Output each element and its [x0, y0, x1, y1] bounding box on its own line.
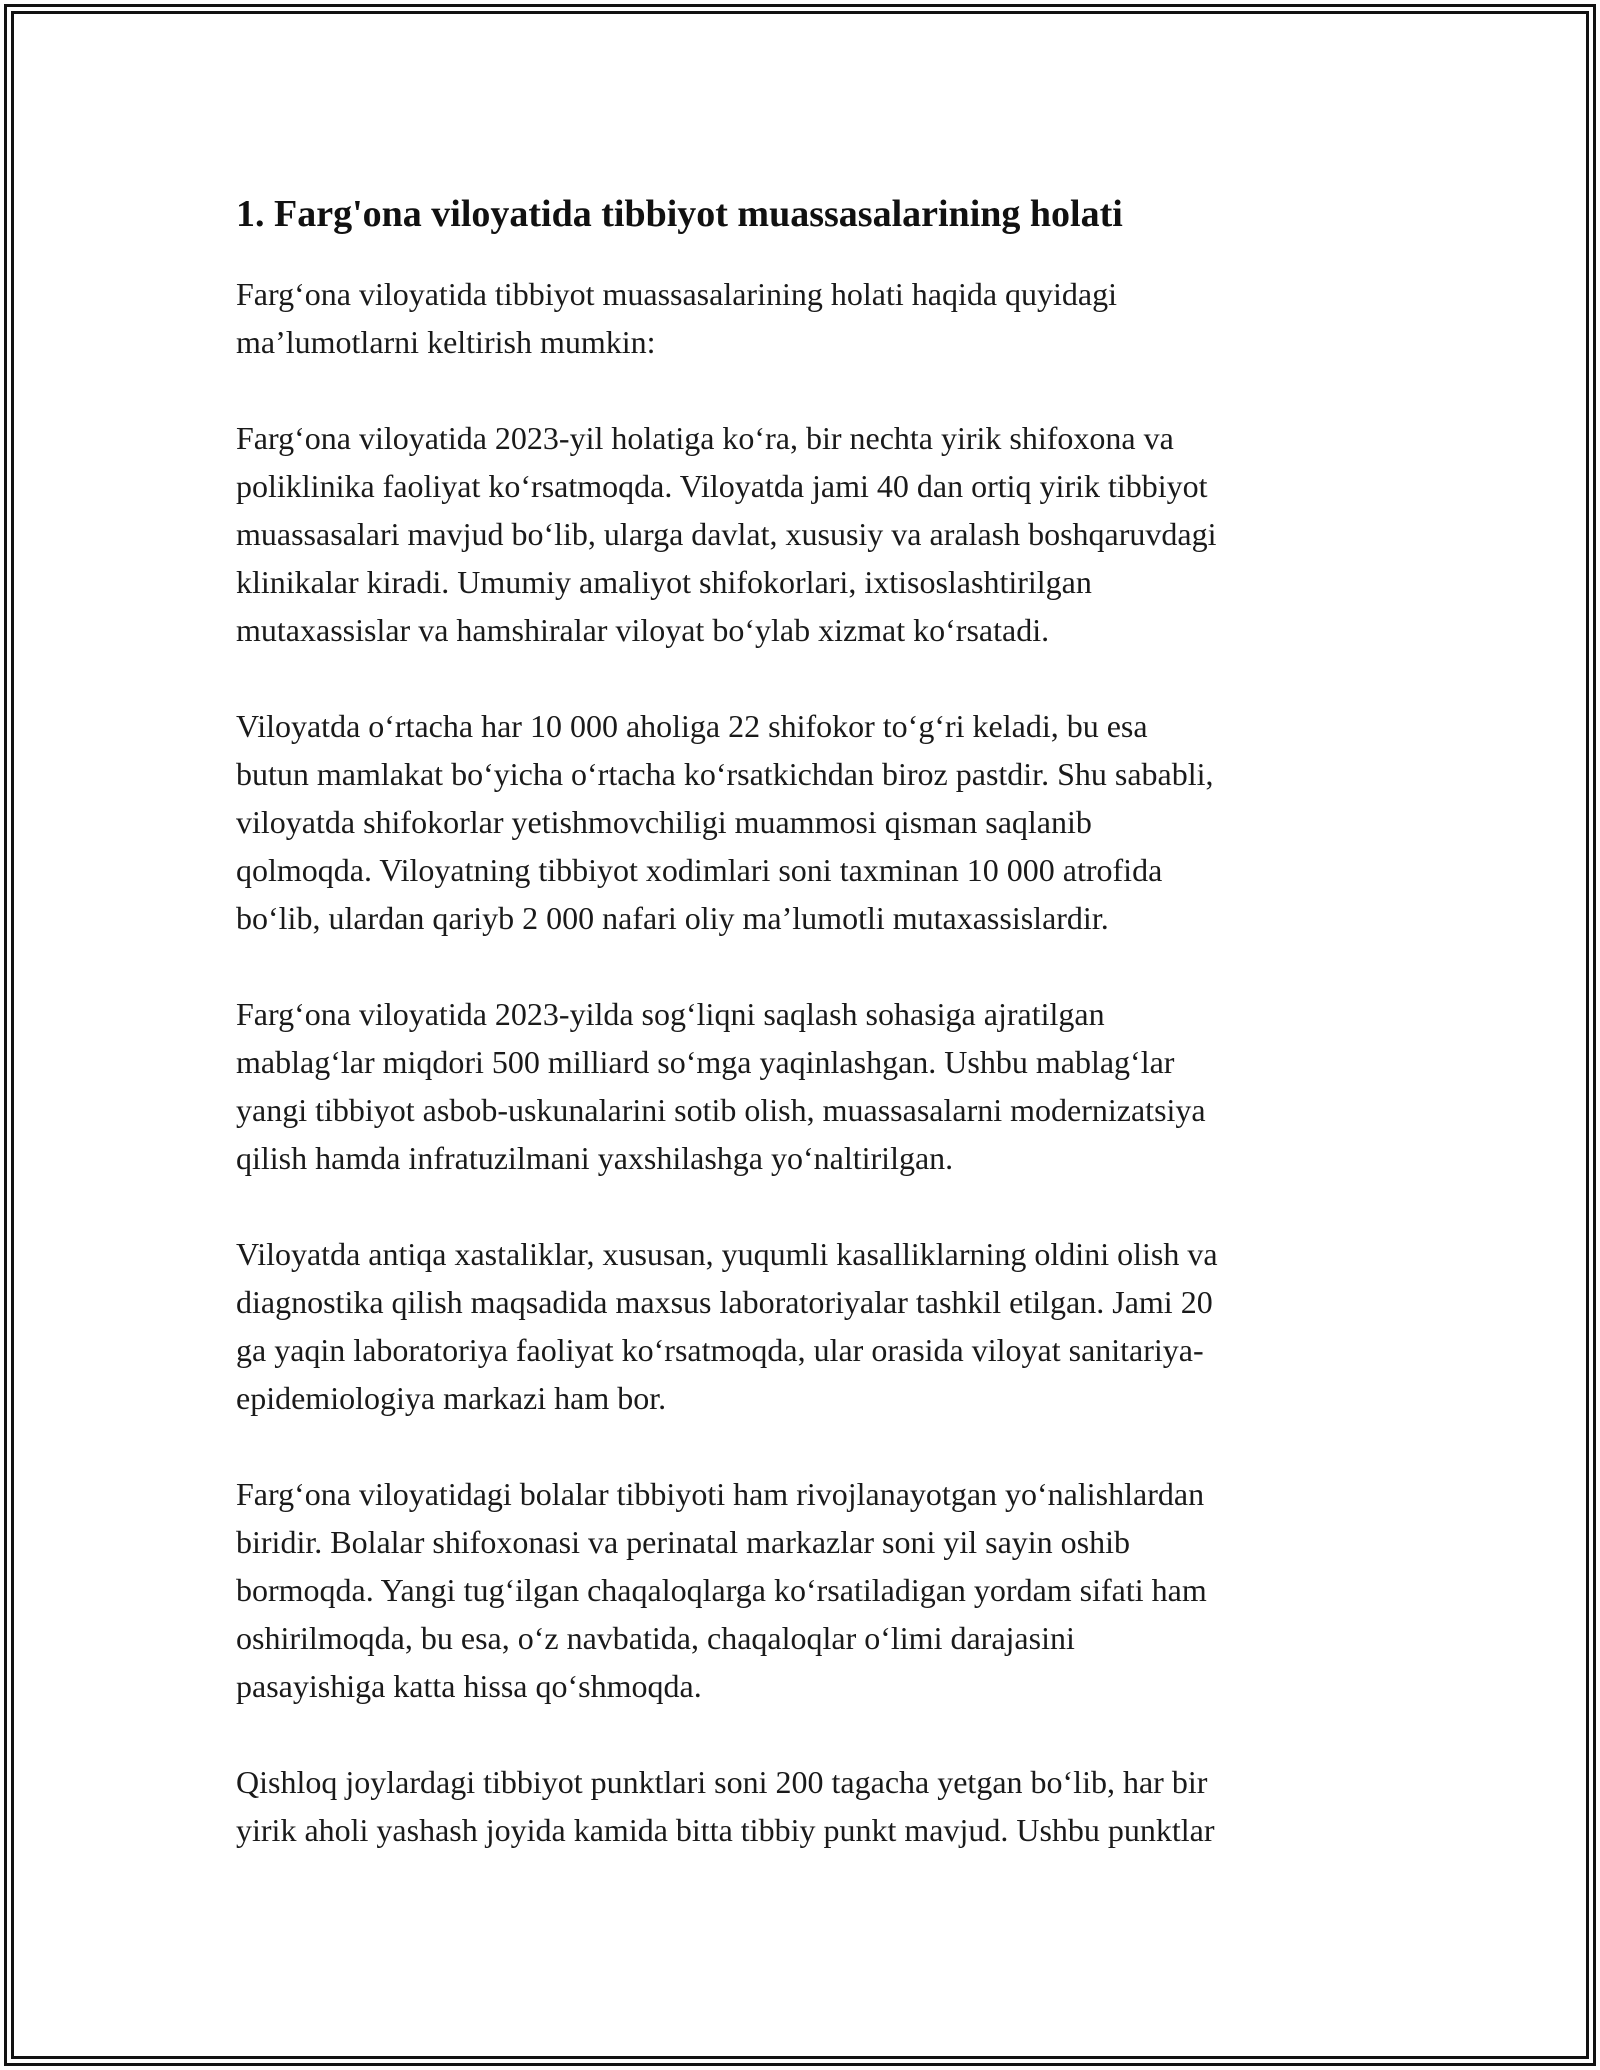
- paragraph-line: bo‘lib, ulardan qariyb 2 000 nafari oliy ma’lumotli mutaxassislardir.: [236, 900, 1109, 936]
- paragraph-laboratories: [236, 1230, 1386, 1422]
- paragraph-line: poliklinika faoliyat ko‘rsatmoqda. Viloyatda jami 40 dan ortiq yirik tibbiyot: [236, 468, 1208, 504]
- paragraph-rural-points: [236, 1758, 1386, 1854]
- paragraph-line: qilish hamda infratuzilmani yaxshilashga yo‘naltirilgan.: [236, 1140, 954, 1176]
- paragraph-line: oshirilmoqda, bu esa, o‘z navbatida, chaqaloqlar o‘limi darajasini: [236, 1620, 1075, 1656]
- paragraph-line: Farg‘ona viloyatida 2023-yil holatiga ko‘ra, bir nechta yirik shifoxona va: [236, 420, 1174, 456]
- paragraph-intro: [236, 270, 1386, 366]
- paragraph-pediatrics: [236, 1470, 1386, 1710]
- paragraph-line: ma’lumotlarni keltirish mumkin:: [236, 324, 656, 360]
- paragraph-line: pasayishiga katta hissa qo‘shmoqda.: [236, 1668, 702, 1704]
- paragraph-institutions: [236, 414, 1386, 654]
- paragraph-line: yirik aholi yashash joyida kamida bitta tibbiy punkt mavjud. Ushbu punktlar: [236, 1812, 1215, 1848]
- paragraph-line: Farg‘ona viloyatidagi bolalar tibbiyoti ham rivojlanayotgan yo‘nalishlardan: [236, 1476, 1205, 1512]
- paragraph-line: muassasalari mavjud bo‘lib, ularga davlat, xususiy va aralash boshqaruvdagi: [236, 516, 1217, 552]
- paragraph-line: epidemiologiya markazi ham bor.: [236, 1380, 667, 1416]
- paragraph-line: mutaxassislar va hamshiralar viloyat bo‘ylab xizmat ko‘rsatadi.: [236, 612, 1050, 648]
- paragraph-line: qolmoqda. Viloyatning tibbiyot xodimlari soni taxminan 10 000 atrofida: [236, 852, 1163, 888]
- paragraph-line: Viloyatda o‘rtacha har 10 000 aholiga 22 shifokor to‘g‘ri keladi, bu esa: [236, 708, 1148, 744]
- paragraph-line: klinikalar kiradi. Umumiy amaliyot shifokorlari, ixtisoslashtirilgan: [236, 564, 1092, 600]
- document-body: [236, 186, 1386, 1902]
- paragraph-line: mablag‘lar miqdori 500 milliard so‘mga yaqinlashgan. Ushbu mablag‘lar: [236, 1044, 1175, 1080]
- paragraph-line: butun mamlakat bo‘yicha o‘rtacha ko‘rsatkichdan biroz pastdir. Shu sababli,: [236, 756, 1214, 792]
- paragraph-line: viloyatda shifokorlar yetishmovchiligi muammosi qisman saqlanib: [236, 804, 1092, 840]
- paragraph-line: Qishloq joylardagi tibbiyot punktlari soni 200 tagacha yetgan bo‘lib, har bir: [236, 1764, 1208, 1800]
- paragraph-line: ga yaqin laboratoriya faoliyat ko‘rsatmoqda, ular orasida viloyat sanitariya-: [236, 1332, 1204, 1368]
- paragraph-line: yangi tibbiyot asbob-uskunalarini sotib olish, muassasalarni modernizatsiya: [236, 1092, 1206, 1128]
- paragraph-line: Farg‘ona viloyatida 2023-yilda sog‘liqni saqlash sohasiga ajratilgan: [236, 996, 1105, 1032]
- paragraph-doctors: [236, 702, 1386, 942]
- paragraph-funding: [236, 990, 1386, 1182]
- paragraph-line: Farg‘ona viloyatida tibbiyot muassasalarining holati haqida quyidagi: [236, 276, 1118, 312]
- paragraph-line: bormoqda. Yangi tug‘ilgan chaqaloqlarga ko‘rsatiladigan yordam sifati ham: [236, 1572, 1207, 1608]
- section-heading: 1. Farg'ona viloyatida tibbiyot muassasalarining holati: [236, 193, 1123, 235]
- paragraph-line: Viloyatda antiqa xastaliklar, xususan, yuqumli kasalliklarning oldini olish va: [236, 1236, 1218, 1272]
- paragraph-line: biridir. Bolalar shifoxonasi va perinatal markazlar soni yil sayin oshib: [236, 1524, 1131, 1560]
- paragraph-line: diagnostika qilish maqsadida maxsus laboratoriyalar tashkil etilgan. Jami 20: [236, 1284, 1213, 1320]
